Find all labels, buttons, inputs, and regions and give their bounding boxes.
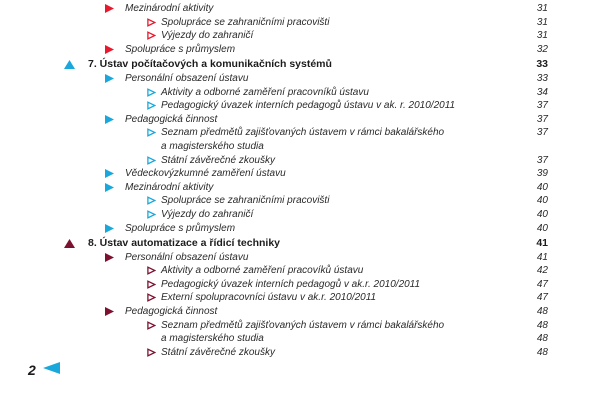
toc-entry-page: 34 (536, 86, 548, 98)
toc-entry-page: 48 (536, 346, 548, 358)
toc-entry-page: 37 (536, 113, 548, 125)
toc-entry-page (528, 140, 548, 154)
toc-entry-page: 41 (536, 237, 548, 250)
toc-entry-label: Spolupráce se zahraničními pracovišti (161, 16, 330, 28)
toc-entry-page: 41 (536, 251, 548, 263)
toc-entry-label: Spolupráce s průmyslem (125, 43, 236, 55)
left-triangle-icon (43, 361, 60, 379)
toc-entry (0, 167, 606, 181)
outline-right-triangle-icon (147, 18, 156, 27)
toc-entry (0, 72, 606, 86)
up-triangle-icon (64, 60, 75, 69)
toc-entry-label: Vědeckovýzkumné zaměření ústavu (125, 168, 286, 180)
outline-right-triangle-icon (147, 196, 156, 205)
toc-entry (0, 319, 606, 333)
toc-entry-page: 48 (536, 306, 548, 318)
right-triangle-icon (105, 4, 114, 13)
toc-entry-page: 31 (536, 16, 548, 28)
toc-entry-page: 37 (536, 127, 548, 139)
toc-section-heading (0, 237, 606, 251)
toc-entry (0, 16, 606, 30)
toc-entry (0, 29, 606, 43)
toc-entry-label: a magisterského studia (161, 140, 264, 152)
toc-entry-page: 47 (536, 278, 548, 290)
toc-entry (0, 140, 606, 154)
toc-entry-label: Spolupráce s průmyslem (125, 222, 236, 234)
toc-entry-label: Pedagogická činnost (125, 306, 218, 318)
toc-entry-label: Pedagogická činnost (125, 113, 218, 125)
toc-entry-page: 33 (536, 58, 548, 71)
toc-entry-page: 47 (536, 292, 548, 304)
outline-right-triangle-icon (147, 348, 156, 357)
toc-entry (0, 222, 606, 236)
toc-entry-label: Spolupráce se zahraničními pracovišti (161, 195, 330, 207)
outline-right-triangle-icon (147, 321, 156, 330)
right-triangle-icon (105, 74, 114, 83)
toc-entry (0, 278, 606, 292)
toc-entry-page: 32 (536, 43, 548, 55)
toc-entry-label: Státní závěrečné zkoušky (161, 154, 275, 166)
toc-section-heading (0, 58, 606, 72)
toc-entry (0, 43, 606, 57)
toc-entry (0, 126, 606, 140)
right-triangle-icon (105, 253, 114, 262)
right-triangle-icon (105, 224, 114, 233)
outline-right-triangle-icon (147, 88, 156, 97)
right-triangle-icon (105, 169, 114, 178)
outline-right-triangle-icon (147, 280, 156, 289)
toc-entry-page: 42 (536, 265, 548, 277)
toc-entry-page: 40 (536, 181, 548, 193)
toc-entry-page: 40 (536, 195, 548, 207)
outline-right-triangle-icon (147, 156, 156, 165)
toc-entry-label: Aktivity a odborné zaměření pracovíků ústavu (161, 265, 364, 277)
toc-entry (0, 208, 606, 222)
outline-right-triangle-icon (147, 128, 156, 137)
toc-entry (0, 99, 606, 113)
toc-entry (0, 86, 606, 100)
toc-entry-page: 48 (536, 333, 548, 345)
toc-entry-label: Personální obsazení ústavu (125, 251, 249, 263)
toc-entry (0, 332, 606, 346)
right-triangle-icon (105, 183, 114, 192)
toc-entry-label: 8. Ústav automatizace a řídicí techniky (88, 237, 280, 250)
toc-entry-page: 40 (536, 222, 548, 234)
toc-entry-label: Personální obsazení ústavu (125, 72, 249, 84)
footer-page-number: 2 (28, 362, 36, 378)
toc-entry-page: 48 (536, 319, 548, 331)
toc-entry-label: Externí spolupracovníci ústavu v ak.r. 2010/2011 (161, 292, 377, 304)
outline-right-triangle-icon (147, 210, 156, 219)
toc-entry (0, 346, 606, 360)
toc-entry (0, 2, 606, 16)
toc-entry-label: Mezinárodní aktivity (125, 3, 214, 14)
toc-entry-page: 31 (536, 30, 548, 42)
toc-entry-page: 31 (536, 3, 548, 14)
toc-entry-label: Výjezdy do zahraničí (161, 30, 254, 42)
table-of-contents (0, 2, 606, 359)
toc-entry (0, 113, 606, 127)
toc-entry-page: 33 (536, 72, 548, 84)
toc-entry (0, 305, 606, 319)
toc-entry-label: Seznam předmětů zajišťovaných ústavem v rámci bakalářského (161, 127, 445, 139)
toc-entry (0, 154, 606, 168)
toc-entry-page: 40 (536, 208, 548, 220)
outline-right-triangle-icon (147, 101, 156, 110)
toc-entry-label: Státní závěrečné zkoušky (161, 346, 275, 358)
right-triangle-icon (105, 115, 114, 124)
toc-entry-label: Mezinárodní aktivity (125, 181, 214, 193)
right-triangle-icon (105, 45, 114, 54)
toc-entry-label: Pedagogický úvazek interních pedagogů ústavu v ak. r. 2010/2011 (161, 100, 456, 112)
page-footer (28, 361, 60, 379)
toc-entry-page: 37 (536, 100, 548, 112)
outline-right-triangle-icon (147, 293, 156, 302)
toc-entry-label: Aktivity a odborné zaměření pracovníků ústavu (161, 86, 369, 98)
outline-right-triangle-icon (147, 31, 156, 40)
right-triangle-icon (105, 307, 114, 316)
toc-entry (0, 181, 606, 195)
toc-entry-label: Seznam předmětů zajišťovaných ústavem v rámci bakalářského (161, 319, 445, 331)
toc-entry (0, 251, 606, 265)
toc-entry (0, 264, 606, 278)
up-triangle-icon (64, 239, 75, 248)
toc-entry-label: a magisterského studia (161, 333, 264, 345)
toc-entry-label: Pedagogický úvazek interních pedagogů v ak.r. 2010/2011 (161, 278, 421, 290)
toc-entry-page: 39 (536, 168, 548, 180)
toc-entry (0, 291, 606, 305)
toc-entry-label: 7. Ústav počítačových a komunikačních systémů (88, 58, 332, 71)
toc-entry (0, 194, 606, 208)
toc-entry-page: 37 (536, 154, 548, 166)
outline-right-triangle-icon (147, 266, 156, 275)
toc-entry-label: Výjezdy do zahraničí (161, 208, 254, 220)
